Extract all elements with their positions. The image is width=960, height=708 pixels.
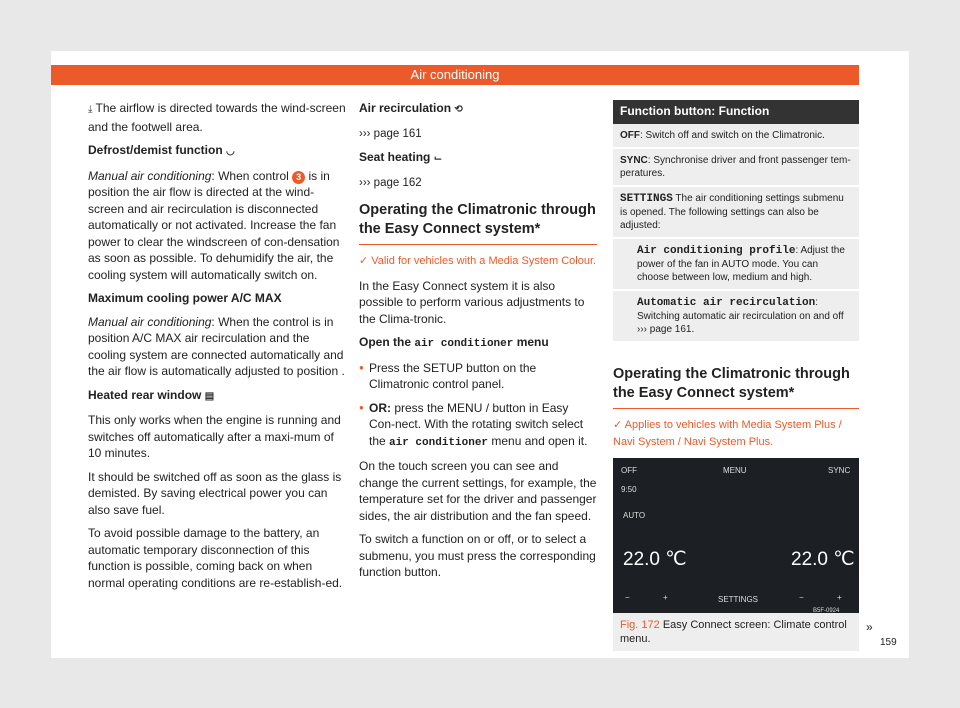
rear-text-1: This only works when the engine is running and switches off automatically after a maxi-mum of 10 minutes. (88, 413, 341, 460)
screen-sync: SYNC (828, 466, 851, 475)
function-table (613, 100, 859, 343)
max-heading: Maximum cooling power A/C MAX (88, 291, 282, 305)
footwell-icon: ⤓ (88, 104, 93, 115)
screen-minus-left: − (625, 593, 630, 602)
column-middle (359, 100, 597, 588)
defrost-heading: Defrost/demist function ◡ (88, 142, 346, 161)
screen-menu: MENU (723, 466, 747, 475)
windscreen-icon: ◡ (226, 146, 235, 157)
recirc-ref[interactable]: ››› page 161 (359, 127, 422, 140)
table-row: Automatic air recirculation: Switching automatic air recirculation on and off ››› page 161. (613, 291, 859, 343)
seat-ref[interactable]: ››› page 162 (359, 176, 422, 189)
table-row: SETTINGS The air conditioning settings submenu is opened. The following settings can also be adjusted: (613, 187, 859, 239)
screen-minus-right: − (799, 593, 804, 602)
open-heading: Open the air conditioner menu (359, 335, 549, 350)
airflow-text: ⤓ The airflow is directed towards the wind-screen and the footwell area. (88, 101, 346, 134)
rear-window-icon: ▤ (204, 390, 215, 402)
section-title-2: Operating the Climatronic through the Easy Connect system* (613, 365, 859, 409)
screen-plus-left: + (663, 593, 668, 602)
table-header: Function button: Function (613, 100, 859, 124)
page-number: 159 (880, 637, 897, 648)
page-header: Air conditioning (51, 65, 859, 85)
column-left (88, 100, 346, 598)
screen-text: On the touch screen you can see and change the current settings, for example, the temperature set for the driver and passenger sides, the air distribution and the fan speed. (359, 459, 597, 523)
screen-plus-right: + (837, 593, 842, 602)
section-title: Operating the Climatronic through the Easy Connect system* (359, 201, 597, 245)
defrost-text: Manual air conditioning: When control 3 is in position the air flow is directed at the wind-screen and air recirculation is disconnected automatically or not activated. Increase the fan power to clear the windscreen of con-densation as soon as possible. To dehumidify the air, the cooling system will automatically switch on. (88, 168, 340, 282)
bullet-2: ● OR: press the MENU / button in Easy Con-nect. With the rotating switch select the air conditioner menu and open it. (359, 400, 597, 452)
validity-note-2: ✓ Applies to vehicles with Media System Plus / Navi System / Navi System Plus. (613, 419, 842, 448)
rear-heading: Heated rear window ▤ (88, 387, 346, 406)
next-marker: » (866, 620, 873, 634)
screen-auto: AUTO (623, 511, 646, 520)
screen-temp-left: 22.0 ℃ (623, 549, 687, 570)
seat-heading: Seat heating ⌙ (359, 149, 597, 168)
max-text: Manual air conditioning: When the control is in position A/C MAX air recirculation and the cooling system are connected automatically and the air flow is automatically adjusted to position . (88, 314, 345, 378)
screen-settings: SETTINGS (718, 595, 759, 604)
bullet-1: ● Press the SETUP button on the Climatronic control panel. (359, 360, 597, 393)
table-row: SYNC: Synchronise driver and front passenger tem-peratures. (613, 149, 859, 187)
screen-code: B5F-0924 (813, 608, 840, 613)
recirculation-icon: ⟲ (454, 104, 463, 115)
column-right (613, 100, 859, 651)
table-row: OFF: Switch off and switch on the Climatronic. (613, 124, 859, 149)
figure-caption: Fig. 172 Easy Connect screen: Climate control menu. (613, 613, 859, 651)
recirc-heading: Air recirculation ⟲ (359, 100, 597, 119)
screen-off: OFF (621, 466, 637, 475)
easy-connect-screenshot (613, 458, 859, 613)
control-badge: 3 (292, 171, 305, 184)
validity-note: ✓ Valid for vehicles with a Media System Colour. (359, 255, 597, 267)
seat-icon: ⌙ (433, 153, 443, 164)
acmax-label: A/C MAX (230, 291, 282, 305)
table-row: Air conditioning profile: Adjust the power of the fan in AUTO mode. You can choose between low, medium and high. (613, 239, 859, 291)
screen-temp-right: 22.0 ℃ (791, 549, 855, 570)
switch-text: To switch a function on or off, or to select a submenu, you must press the corresponding function button. (359, 532, 596, 579)
rear-text-3: To avoid possible damage to the battery, an automatic temporary disconnection of this function is possible, coming back on when normal operating conditions are re-establish-ed. (88, 526, 343, 590)
intro-text: In the Easy Connect system it is also possible to perform various adjustments to the Clima-tronic. (359, 278, 585, 326)
screen-time: 9:50 (621, 485, 637, 494)
rear-text-2: It should be switched off as soon as the glass is demisted. By saving electrical power you can also save fuel. (88, 469, 342, 517)
